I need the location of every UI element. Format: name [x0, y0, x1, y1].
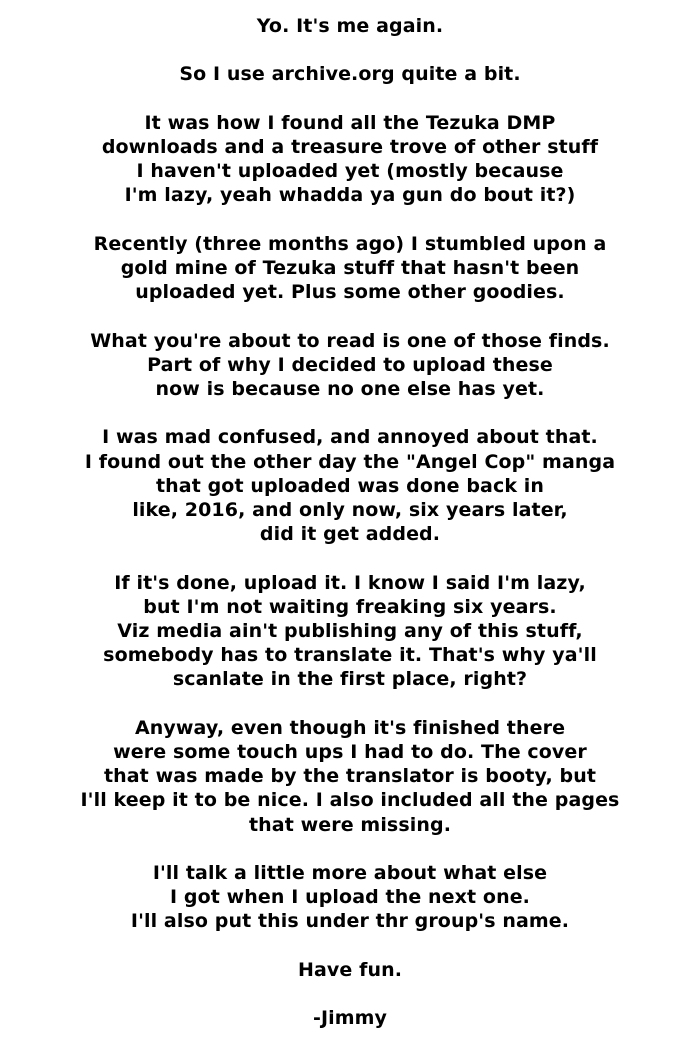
text-line: I was mad confused, and annoyed about that. [102, 426, 598, 449]
text-line: were some touch ups I had to do. The cover [113, 740, 587, 763]
text-line: but I'm not waiting freaking six years. [143, 595, 557, 618]
text-line: Part of why I decided to upload these [147, 353, 553, 376]
text-line: Yo. It's me again. [256, 15, 444, 37]
text-line: If it's done, upload it. I know I said I'm lazy, [114, 571, 586, 594]
text-line: gold mine of Tezuka stuff that hasn't been [120, 256, 580, 279]
text-line: I found out the other day the "Angel Cop" manga [84, 450, 616, 473]
text-line: that were missing. [248, 813, 452, 836]
archive-paragraph [0, 62, 700, 86]
text-line: So I use archive.org quite a bit. [179, 63, 521, 86]
text-line: that got uploaded was done back in [155, 474, 545, 497]
greeting-paragraph [0, 14, 700, 38]
touch-ups-paragraph [0, 716, 700, 837]
text-line: downloads and a treasure trove of other stuff [101, 135, 599, 158]
text-line: Anyway, even though it's finished there [134, 716, 566, 739]
text-line: Viz media ain't publishing any of this stuff, [117, 619, 583, 642]
gold-mine-paragraph [0, 232, 700, 305]
text-line: Recently (three months ago) I stumbled upon a [93, 232, 607, 255]
text-line: uploaded yet. Plus some other goodies. [135, 281, 565, 304]
text-line: I got when I upload the next one. [169, 886, 530, 909]
text-line: I'll also put this under thr group's name. [130, 910, 570, 933]
text-line: I'll talk a little more about what else [152, 861, 548, 884]
upload-it-paragraph [0, 571, 700, 692]
text-line: I'll keep it to be nice. I also included all the pages [80, 789, 620, 812]
tezuka-dmp-paragraph [0, 111, 700, 208]
text-line: -Jimmy [312, 1007, 388, 1030]
text-line: I haven't uploaded yet (mostly because [136, 160, 564, 183]
text-line: scanlate in the first place, right? [172, 668, 528, 691]
text-line: What you're about to read is one of those finds. [90, 329, 610, 352]
text-line: I'm lazy, yeah whadda ya gun do bout it?) [124, 184, 576, 207]
angel-cop-paragraph [0, 425, 700, 546]
signature [0, 1006, 700, 1030]
text-line: did it get added. [259, 523, 441, 546]
text-line: somebody has to translate it. That's why ya'll [103, 644, 597, 667]
finds-paragraph [0, 329, 700, 402]
next-upload-paragraph [0, 861, 700, 934]
text-line: that was made by the translator is booty, but [103, 765, 597, 788]
text-line: It was how I found all the Tezuka DMP [144, 111, 556, 134]
text-line: Have fun. [297, 958, 403, 981]
closing-paragraph [0, 958, 700, 982]
text-line: now is because no one else has yet. [155, 377, 545, 400]
text-line: like, 2016, and only now, six years later, [132, 498, 568, 521]
